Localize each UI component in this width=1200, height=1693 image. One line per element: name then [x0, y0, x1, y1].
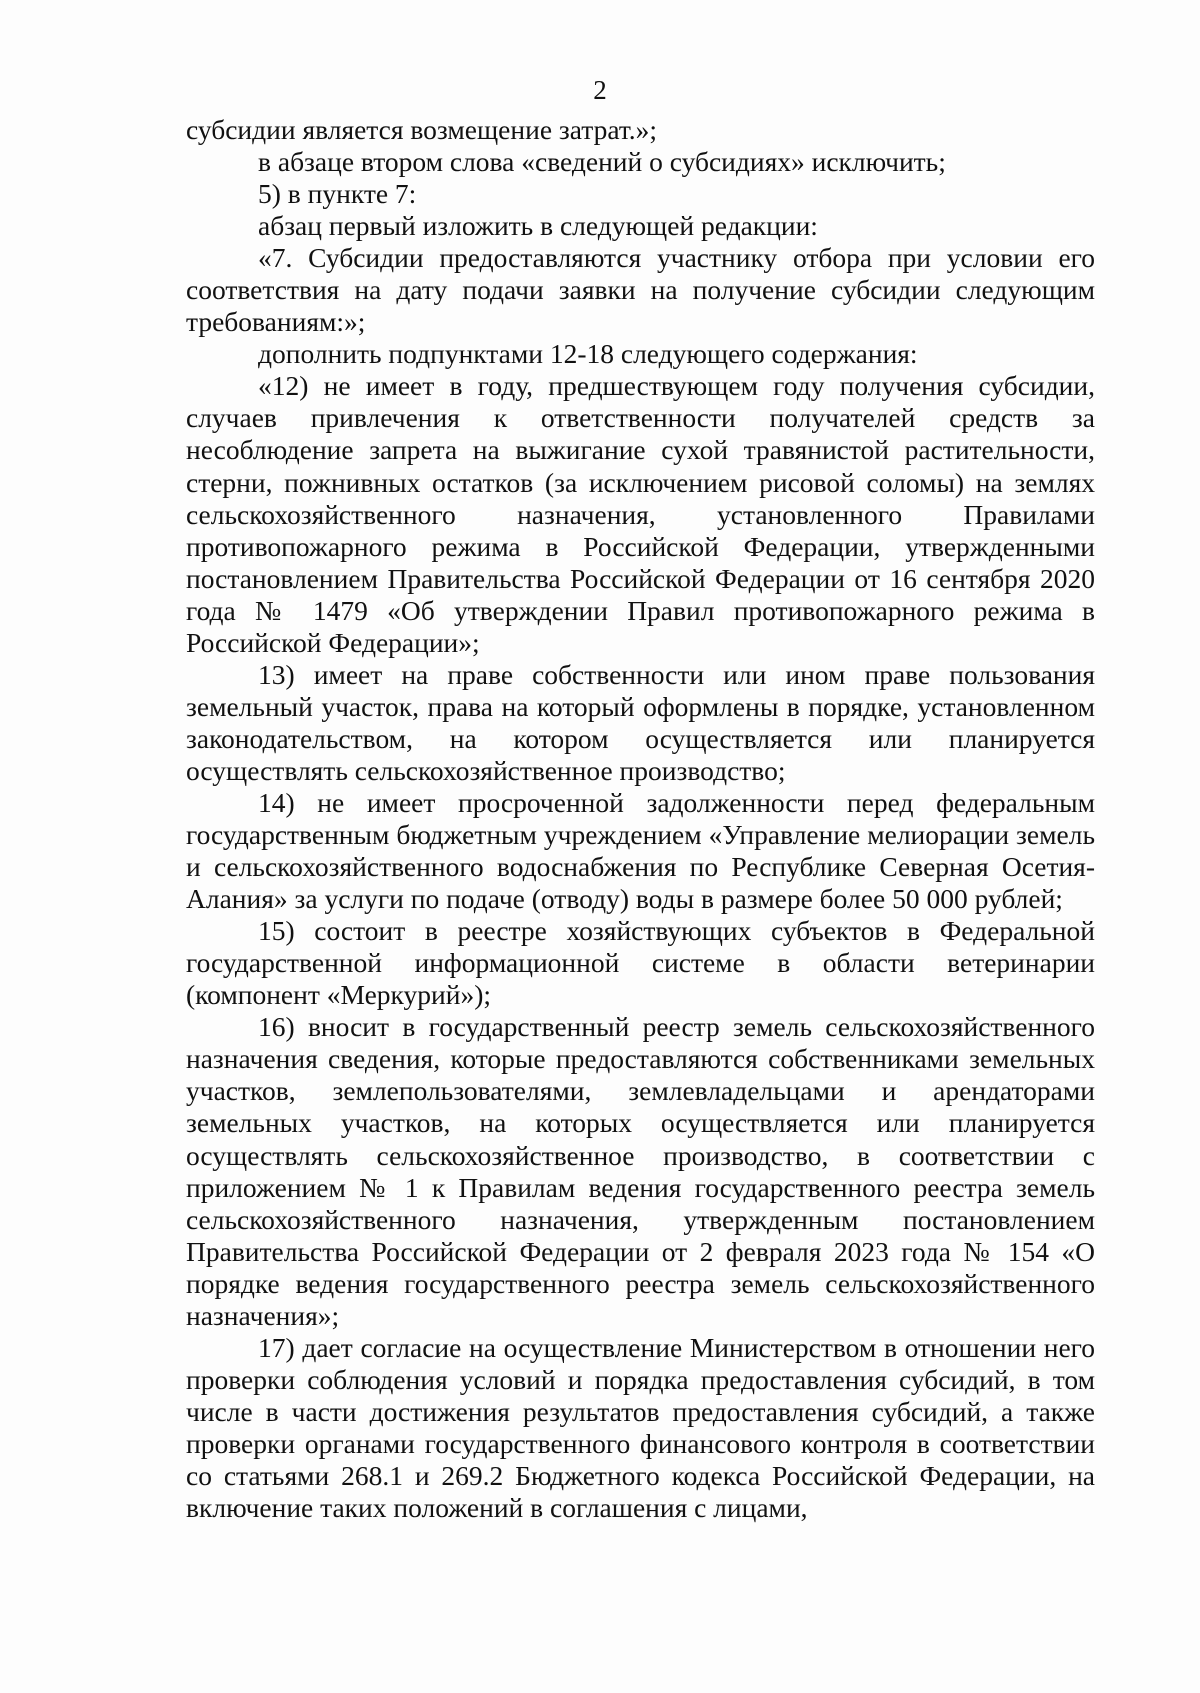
paragraph-first-abzac-instruction: абзац первый изложить в следующей редакции: — [258, 210, 818, 242]
paragraph-subitem-12: «12) не имеет в году, предшествующем году получения субсидии, случаев привлечения к ответственности получателей средств за несоблюдение запрета на выжигание сухой травянистой растительности, стерни, пожнивных остатков (за исключением рисовой соломы) на землях сельскохозяйственного назначения, установленного Правилами противопожарного режима в Российской Федерации, утвержденными постановлением Правительства Российской Федерации от 16 сентября 2020 года № 1479 «Об утверждении Правил противопожарного режима в Российской Федерации»; — [186, 370, 1095, 658]
paragraph-continuation: субсидии является возмещение затрат.»; — [186, 114, 658, 145]
paragraph-subitem-17: 17) дает согласие на осуществление Министерством в отношении него проверки соблюдения условий и порядка предоставления субсидий, в том числе в части достижения результатов предоставления субсидий, а также проверки органами государственного финансового контроля в соответствии со статьями 268.1 и 269.2 Бюджетного кодекса Российской Федерации, на включение таких положений в соглашения с лицами, — [186, 1331, 1095, 1524]
paragraph-subitem-14: 14) не имеет просроченной задолженности перед федеральным государственным бюджетным учреждением «Управление мелиорации земель и сельскохозяйственного водоснабжения по Республике Северная Осетия-Алания» за услуги по подаче (отводу) воды в размере более 50 000 рублей; — [186, 786, 1095, 915]
document-body — [186, 114, 1095, 1524]
page-number: 2 — [593, 75, 607, 105]
paragraph-item-7-text: «7. Субсидии предоставляются участнику отбора при условии его соответствия на дату подачи заявки на получение субсидии следующим требованиям:»; — [186, 242, 1095, 338]
paragraph-amendment-second-abzac: в абзаце втором слова «сведений о субсидиях» исключить; — [258, 146, 946, 178]
paragraph-subitem-13: 13) имеет на праве собственности или ином праве пользования земельный участок, права на который оформлены в порядке, установленном законодательством, на котором осуществляется или планируется осуществлять сельскохозяйственное производство; — [186, 658, 1095, 786]
paragraph-subitem-16: 16) вносит в государственный реестр земель сельскохозяйственного назначения сведения, которые предоставляются собственниками земельных участков, землепользователями, землевладельцами и арендаторами земельных участков, на которых осуществляется или планируется осуществлять сельскохозяйственное производство, в соответствии с приложением № 1 к Правилам ведения государственного реестра земель сельскохозяйственного назначения, утвержденным постановлением Правительства Российской Федерации от 2 февраля 2023 года № 154 «О порядке ведения государственного реестра земель сельскохозяйственного назначения»; — [186, 1011, 1095, 1331]
paragraph-subitem-15: 15) состоит в реестре хозяйствующих субъектов в Федеральной государственной информационной системе в области ветеринарии (компонент «Меркурий»); — [186, 915, 1095, 1011]
paragraph-item-5: 5) в пункте 7: — [258, 178, 417, 210]
paragraph-add-subitems: дополнить подпунктами 12-18 следующего содержания: — [258, 338, 918, 370]
